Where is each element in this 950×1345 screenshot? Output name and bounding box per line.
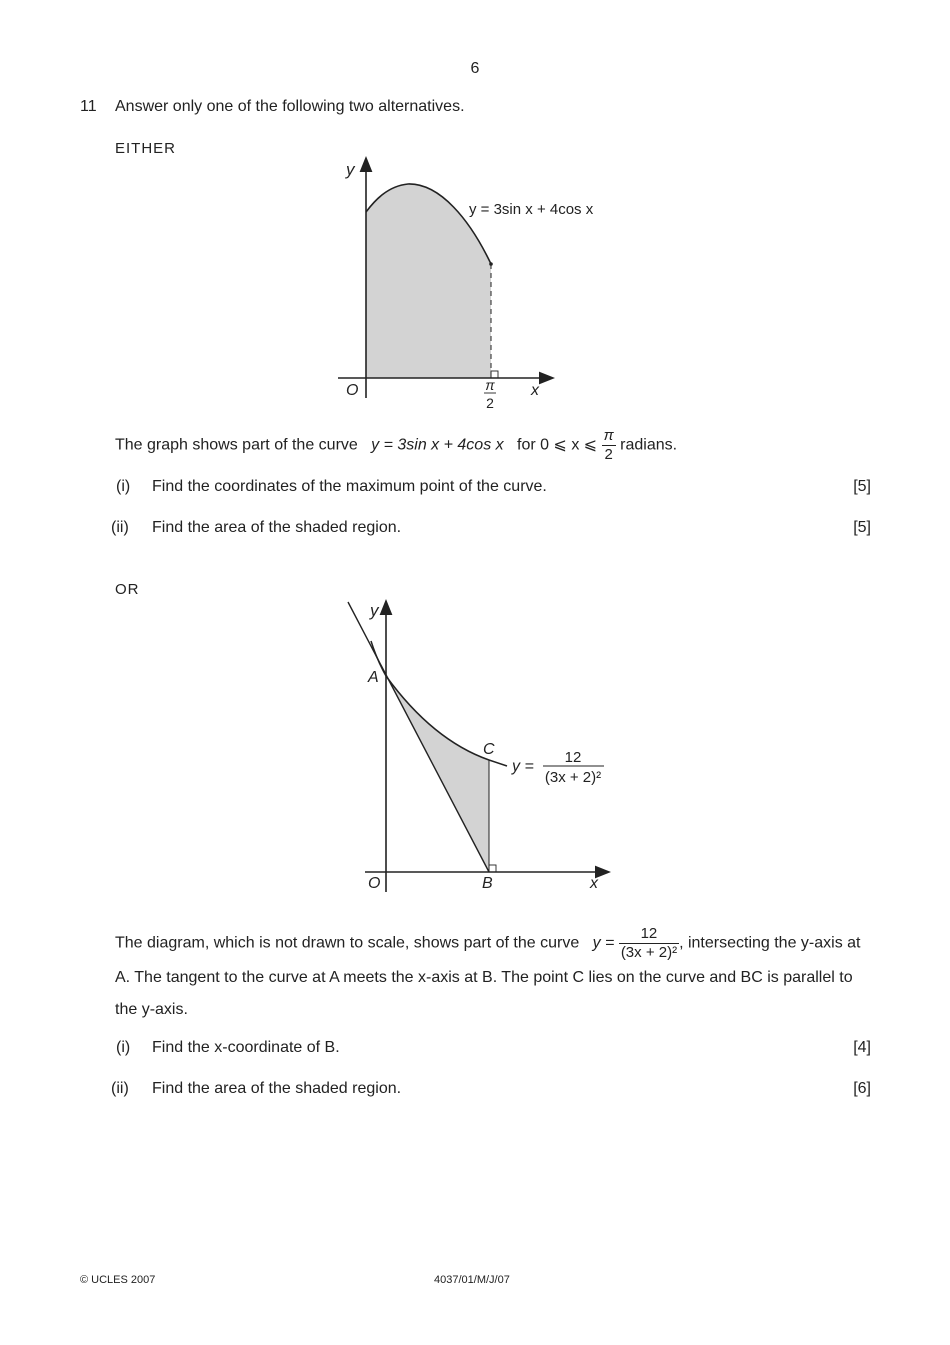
or-part-i-marks: [4] [853, 1039, 871, 1056]
or-part-ii-number: (ii) [111, 1080, 129, 1097]
either-label: EITHER [115, 140, 177, 157]
curve-equation-label: y = 3sin x + 4cos x [469, 201, 594, 218]
footer-copyright: © UCLES 2007 [80, 1274, 156, 1286]
question-number: 11 [80, 98, 97, 115]
either-equation: y = 3sin x + 4cos x [371, 436, 504, 454]
y-axis-label: y [370, 601, 379, 620]
right-angle-mark [489, 865, 496, 872]
y-axis-label: y [346, 160, 355, 179]
either-part-i-marks: [5] [853, 478, 871, 495]
or-equation-fraction: $\frac{12}{\text{(3x + 2)²}}$ [620, 925, 678, 961]
page-number: 6 [470, 60, 480, 77]
or-part-ii-marks: [6] [853, 1080, 871, 1097]
origin-label: O [346, 382, 359, 399]
x-axis-label: x [531, 382, 539, 399]
or-part-i-text: Find the x-coordinate of B. [152, 1039, 340, 1056]
point-a-label: A [368, 669, 379, 686]
point-b-label: B [482, 875, 493, 892]
either-part-ii-text: Find the area of the shaded region. [152, 519, 402, 536]
either-part-i-number: (i) [116, 478, 131, 495]
curve-eq-denominator: (3x + 2)² [544, 769, 602, 786]
tangent-line [348, 602, 489, 872]
curve-eq-numerator: 12 [564, 749, 582, 766]
footer-paper-code: 4037/01/M/J/07 [434, 1274, 510, 1286]
or-statement: The diagram, which is not drawn to scale, shows part of the curve y = $\frac{12}{\text{(3x + 2)²}}$ , intersecting the y-axis at A. The tangent to the curve at A meets the x-axis at B. The point C lies on the curve and BC is parallel to the y-axis. [115, 925, 861, 1018]
x-end-numerator: π [485, 377, 495, 393]
x-axis-label: x [590, 875, 598, 892]
question-instruction: Answer only one of the following two alternatives. [115, 98, 465, 115]
curve-eq-prefix: y = [512, 758, 534, 775]
either-part-ii-number: (ii) [111, 519, 129, 536]
or-part-ii-text: Find the area of the shaded region. [152, 1080, 402, 1097]
either-part-ii-marks: [5] [853, 519, 871, 536]
or-label: OR [115, 581, 140, 598]
x-end-denominator: 2 [486, 395, 494, 411]
or-part-i-number: (i) [116, 1039, 131, 1056]
pi-over-two-fraction: $\frac{\pi}{2}$ [603, 427, 614, 463]
point-c-label: C [483, 741, 495, 758]
either-statement: The graph shows part of the curve y = 3sin x + 4cos x for 0 ⩽ x ⩽ $\frac{\pi}{2}$ radians. [115, 427, 678, 463]
origin-label: O [368, 875, 381, 892]
either-part-i-text: Find the coordinates of the maximum point of the curve. [152, 478, 547, 495]
